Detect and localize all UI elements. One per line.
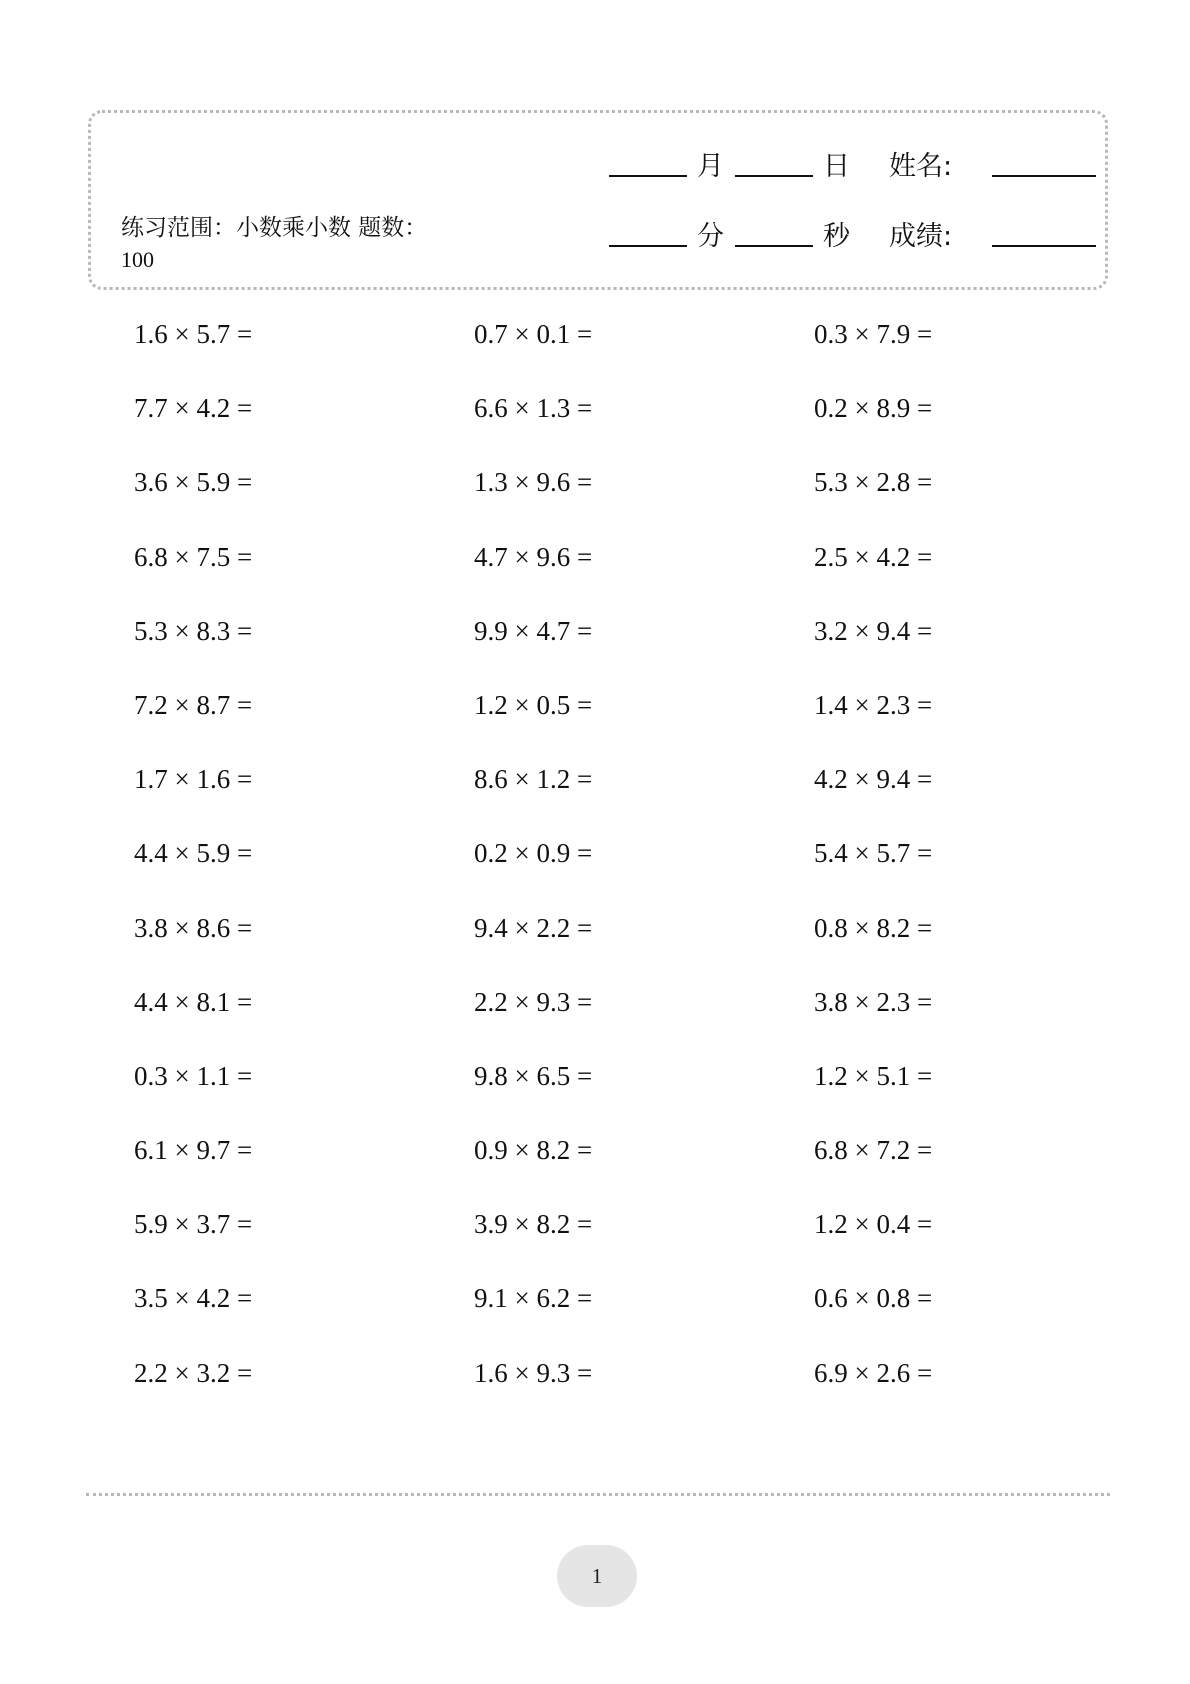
- minute-blank[interactable]: [609, 245, 687, 247]
- problem-item: 4.2 × 9.4 =: [814, 764, 933, 795]
- page-number: 1: [591, 1563, 603, 1588]
- problem-item: 6.8 × 7.5 =: [134, 541, 253, 572]
- problem-item: 4.7 × 9.6 =: [474, 541, 593, 572]
- problem-item: 0.3 × 7.9 =: [814, 319, 933, 349]
- problem-item: 0.9 × 8.2 =: [474, 1135, 593, 1166]
- problem-item: 0.2 × 0.9 =: [474, 838, 593, 869]
- problem-item: 1.6 × 9.3 =: [474, 1357, 593, 1388]
- problem-item: 6.1 × 9.7 =: [134, 1135, 253, 1166]
- problem-grid: [134, 306, 1014, 1419]
- problem-item: 6.6 × 1.3 =: [474, 393, 593, 424]
- problem-item: 3.6 × 5.9 =: [134, 467, 253, 498]
- month-label: 月: [697, 151, 724, 182]
- problem-item: 1.3 × 9.6 =: [474, 467, 593, 498]
- problem-item: 1.2 × 0.4 =: [814, 1209, 933, 1240]
- day-blank[interactable]: [735, 175, 813, 177]
- footer-divider: [86, 1493, 1110, 1496]
- time-score-row: [609, 213, 1099, 257]
- problem-item: 1.6 × 5.7 =: [134, 319, 253, 349]
- name-blank[interactable]: [992, 175, 1096, 177]
- problem-item: 3.8 × 2.3 =: [814, 986, 933, 1017]
- second-label: 秒: [823, 221, 850, 252]
- practice-range-text: 练习范围：小数乘小数 题数：: [121, 215, 428, 241]
- problem-item: 0.2 × 8.9 =: [814, 393, 933, 424]
- problem-item: 9.1 × 6.2 =: [474, 1283, 593, 1314]
- problem-item: 1.4 × 2.3 =: [814, 689, 933, 720]
- problem-item: 4.4 × 5.9 =: [134, 838, 253, 869]
- problem-item: 2.2 × 3.2 =: [134, 1357, 253, 1388]
- problem-item: 4.4 × 8.1 =: [134, 986, 253, 1017]
- problem-item: 5.3 × 8.3 =: [134, 615, 253, 646]
- problem-item: 7.2 × 8.7 =: [134, 689, 253, 720]
- problem-item: 1.7 × 1.6 =: [134, 764, 253, 795]
- problem-item: 1.2 × 5.1 =: [814, 1060, 933, 1091]
- problem-item: 8.6 × 1.2 =: [474, 764, 593, 795]
- problem-item: 7.7 × 4.2 =: [134, 393, 253, 424]
- day-label: 日: [823, 151, 850, 182]
- problem-item: 0.3 × 1.1 =: [134, 1060, 253, 1091]
- problem-item: 9.9 × 4.7 =: [474, 615, 593, 646]
- problem-item: 6.9 × 2.6 =: [814, 1357, 933, 1388]
- date-name-row: [609, 143, 1099, 187]
- problem-item: 3.8 × 8.6 =: [134, 912, 253, 943]
- problem-item: 3.5 × 4.2 =: [134, 1283, 253, 1314]
- page-number-badge: [557, 1545, 637, 1607]
- problem-item: 5.9 × 3.7 =: [134, 1209, 253, 1240]
- problem-item: 5.4 × 5.7 =: [814, 838, 933, 869]
- question-count: 100: [121, 247, 154, 272]
- problem-item: 2.2 × 9.3 =: [474, 986, 593, 1017]
- problem-item: 9.8 × 6.5 =: [474, 1060, 593, 1091]
- name-label: 姓名:: [889, 151, 953, 182]
- second-blank[interactable]: [735, 245, 813, 247]
- month-blank[interactable]: [609, 175, 687, 177]
- score-blank[interactable]: [992, 245, 1096, 247]
- score-label: 成绩:: [889, 221, 953, 252]
- practice-range: [121, 213, 461, 276]
- problem-item: 5.3 × 2.8 =: [814, 467, 933, 498]
- problem-item: 3.2 × 9.4 =: [814, 615, 933, 646]
- problem-item: 0.6 × 0.8 =: [814, 1283, 933, 1314]
- problem-item: 3.9 × 8.2 =: [474, 1209, 593, 1240]
- minute-label: 分: [697, 221, 724, 252]
- problem-item: 9.4 × 2.2 =: [474, 912, 593, 943]
- problem-item: 0.7 × 0.1 =: [474, 319, 593, 349]
- problem-item: 6.8 × 7.2 =: [814, 1135, 933, 1166]
- header-box: [88, 110, 1108, 290]
- problem-item: 2.5 × 4.2 =: [814, 541, 933, 572]
- problem-item: 1.2 × 0.5 =: [474, 689, 593, 720]
- problem-item: 0.8 × 8.2 =: [814, 912, 933, 943]
